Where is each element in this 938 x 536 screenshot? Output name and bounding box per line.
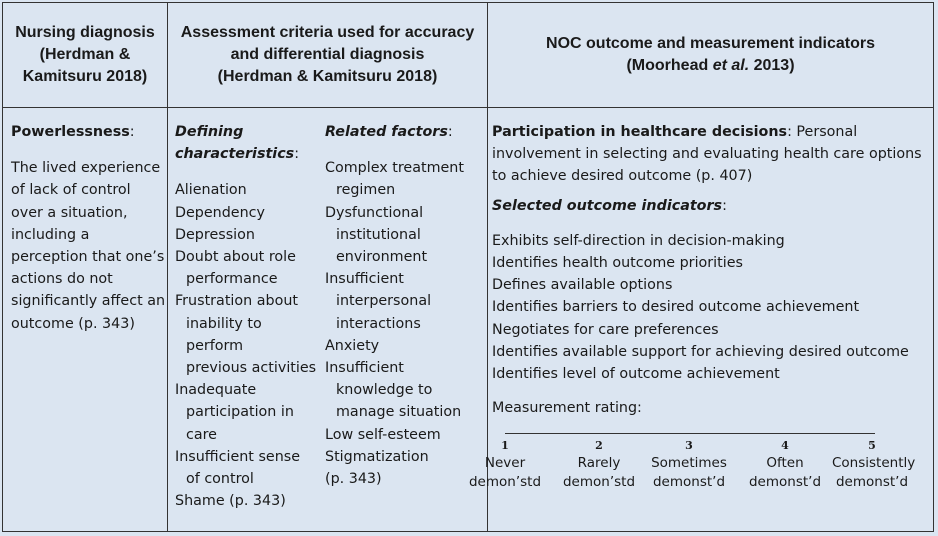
defining-characteristic-item: Doubt about role: [175, 249, 296, 266]
defining-characteristic-item: Inadequate: [175, 382, 257, 399]
header-line: and differential diagnosis: [230, 46, 425, 63]
diagnosis-definition-line: outcome (p. 343): [11, 315, 135, 332]
related-factor-item: Anxiety: [325, 337, 380, 354]
related-factors-list: [325, 157, 464, 490]
defining-characteristic-item: Depression: [175, 226, 255, 243]
related-factor-item: Insufficient: [325, 271, 404, 288]
noc-definition-line: involvement in selecting and evaluating health care options: [492, 146, 922, 163]
rating-label: Consistently: [832, 455, 916, 471]
diagnosis-definition-line: significantly affect an: [11, 293, 166, 310]
rating-label: demonst’d: [652, 474, 726, 490]
indicators-heading: [492, 195, 922, 217]
diagnosis-definition-line: perception that one’s: [11, 249, 165, 266]
related-factor-item: Stigmatization: [325, 448, 429, 465]
rating-label: demon’std: [468, 474, 542, 490]
related-factor-item: manage situation: [336, 404, 462, 421]
header-divider: [3, 107, 933, 108]
header-line: Nursing diagnosis: [15, 24, 155, 41]
rating-label: demon’std: [562, 474, 636, 490]
outcome-indicator-item: Defines available options: [492, 277, 673, 294]
header-line: [546, 55, 875, 77]
header-assessment-criteria: [168, 3, 487, 107]
related-heading-text: Related factors: [325, 124, 448, 140]
noc-title-rest: : Personal: [787, 124, 858, 140]
related-factor-item: environment: [336, 249, 428, 266]
diagnosis-definition-line: actions do not: [11, 271, 113, 288]
rating-label: Sometimes: [651, 455, 727, 471]
header-text: 2013): [749, 57, 795, 74]
related-heading-colon: :: [447, 124, 453, 140]
related-factor-item: (p. 343): [325, 471, 382, 488]
diagnosis-title-colon: :: [129, 124, 135, 140]
rating-number: 4: [781, 439, 789, 452]
outcome-indicator-item: Negotiates for care preferences: [492, 321, 719, 338]
diagnosis-definition-line: over a situation,: [11, 204, 128, 221]
outcome-indicator-item: Identifies available support for achieving desired outcome: [492, 343, 909, 360]
defining-heading-text: characteristics: [175, 146, 295, 163]
header-line: Assessment criteria used for accuracy: [180, 24, 475, 41]
rating-scale-point: [745, 438, 825, 492]
rating-number: 2: [595, 439, 603, 452]
defining-characteristic-item: Alienation: [175, 182, 247, 199]
rating-number: 5: [868, 439, 876, 452]
header-noc-outcome: [488, 3, 933, 107]
related-factor-item: knowledge to: [336, 382, 433, 399]
header-nursing-diagnosis: [3, 3, 167, 107]
defining-characteristic-item: performance: [186, 271, 278, 288]
rating-scale-point: [832, 438, 916, 492]
diagnosis-definition-line: including a: [11, 226, 90, 243]
defining-characteristic-item: participation in: [186, 404, 294, 421]
related-factor-item: institutional: [336, 226, 421, 243]
defining-characteristic-item: Dependency: [175, 204, 265, 221]
outcome-indicator-item: Identifies health outcome priorities: [492, 255, 743, 272]
noc-cell: [492, 121, 922, 419]
rating-label: Never: [484, 455, 526, 471]
defining-characteristic-item: Frustration about: [175, 293, 298, 310]
header-line: (Herdman & Kamitsuru 2018): [217, 68, 438, 85]
rating-scale-point: [559, 438, 639, 492]
defining-heading-line: Defining: [175, 124, 244, 140]
diagnosis-title-text: Powerlessness: [11, 124, 130, 140]
rating-scale-point: [465, 438, 545, 492]
rating-label: demonst’d: [835, 474, 909, 490]
related-factor-item: regimen: [336, 182, 396, 199]
related-factors-cell: [325, 121, 464, 490]
rating-number: 1: [501, 439, 509, 452]
noc-definition-line: to achieve desired outcome (p. 407): [492, 168, 753, 185]
outcome-indicator-item: Identifies barriers to desired outcome achievement: [492, 299, 860, 316]
outcome-indicator-item: Identifies level of outcome achievement: [492, 366, 780, 383]
related-factor-item: Insufficient: [325, 360, 404, 377]
header-line: (Herdman &: [39, 46, 131, 63]
header-line: Kamitsuru 2018): [22, 68, 148, 85]
defining-characteristic-item: perform: [186, 337, 244, 354]
diagnosis-definition-line: The lived experience: [11, 160, 161, 177]
outcome-indicator-item: Exhibits self-direction in decision-making: [492, 232, 785, 249]
diagnosis-definition-line: of lack of control: [11, 182, 131, 199]
rating-number: 3: [685, 439, 693, 452]
rating-label: Rarely: [577, 455, 621, 471]
noc-title-text: Participation in healthcare decisions: [492, 124, 788, 140]
header-line: NOC outcome and measurement indicators: [546, 35, 875, 52]
related-factor-item: interpersonal: [336, 293, 432, 310]
defining-heading-colon: :: [294, 146, 300, 163]
rating-label: demonst’d: [748, 474, 822, 490]
defining-characteristic-item: inability to: [186, 315, 262, 332]
defining-characteristic-item: of control: [186, 471, 254, 488]
defining-characteristic-item: previous activities: [186, 360, 317, 377]
defining-characteristic-item: care: [186, 426, 217, 443]
defining-characteristics-cell: [175, 121, 316, 512]
outcome-indicators-list: [492, 230, 922, 385]
defining-heading-line: [175, 143, 316, 165]
indicators-heading-text: Selected outcome indicators: [492, 197, 723, 214]
header-italic-text: et al.: [712, 57, 750, 74]
defining-characteristics-list: [175, 179, 316, 512]
rating-scale-point: [649, 438, 729, 492]
related-factor-item: Low self-esteem: [325, 426, 441, 443]
related-factor-item: interactions: [336, 315, 421, 332]
related-factor-item: Dysfunctional: [325, 204, 424, 221]
defining-characteristic-item: Shame (p. 343): [175, 493, 286, 510]
related-heading: [325, 121, 464, 143]
indicators-heading-colon: :: [722, 197, 727, 214]
rating-scale-line: [505, 433, 875, 434]
related-factor-item: Complex treatment: [325, 160, 464, 177]
diagnosis-title: [11, 121, 165, 143]
noc-title-line: [492, 121, 922, 143]
measurement-rating-label: Measurement rating:: [492, 400, 642, 417]
rating-label: Often: [766, 455, 804, 471]
defining-characteristic-item: Insufficient sense: [175, 448, 300, 465]
header-text: (Moorhead: [626, 57, 713, 74]
diagnosis-cell: [11, 121, 165, 335]
